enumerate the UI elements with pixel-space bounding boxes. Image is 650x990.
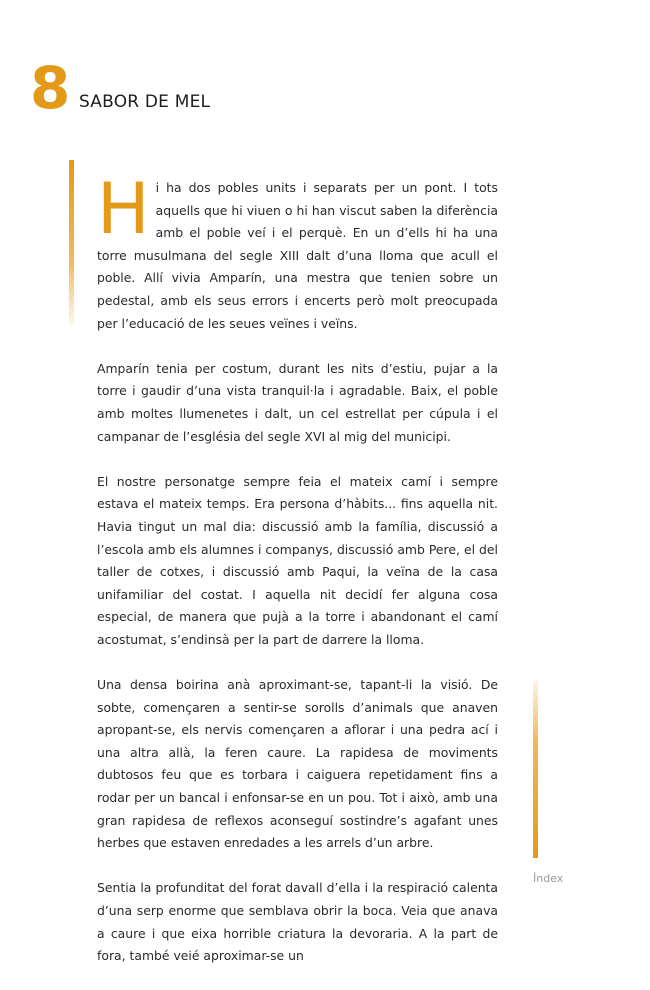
paragraph-5: Sentia la profunditat del forat davall d’ella i la respiració calenta d’una serp enorme que semblava obrir la boca. Veia que anava a caure i que eixa horrible criatura la devoraria. A la part de fora, també veié aproximar-se un <box>97 880 498 964</box>
paragraph-1 <box>97 168 498 335</box>
accent-bar-left <box>69 160 74 325</box>
accent-bar-right <box>533 680 538 858</box>
index-link[interactable]: Índex <box>533 872 564 885</box>
paragraph-4: Una densa boirina anà aproximant-se, tapant-li la visió. De sobte, començaren a sentir-se sorolls d’animals que anaven apropant-se, els nervis començaren a aflorar i una pedra ací i una altra allà, la feren caure. La rapidesa de moviments dubtosos feu que es torbara i caiguera repetidament fins a rodar per un bancal i enfonsar-se en un pou. Tot i això, amb una gran rapidesa de reflexos aconseguí sostindre’s agafant unes herbes que estaven enredades a les arrels d’un arbre. <box>97 677 498 851</box>
paragraph-1-text: i ha dos pobles units i separats per un pont. I tots aquells que hi viuen o hi han viscut saben la diferència amb el poble veí i el perquè. En un d’ells hi ha una torre musulmana del segle XIII dalt d’una lloma que acull el poble. Allí vivia Amparín, una mestra que tenien sobre un pedestal, amb els seus errors i encerts però molt preocupada per l’educació de les seues veïnes i veïns. <box>97 180 498 331</box>
paragraph-2: Amparín tenia per costum, durant les nits d’estiu, pujar a la torre i gaudir d’una vista tranquil·la i agradable. Baix, el poble amb moltes llumenetes i dalt, un cel estrellat per cúpula i el campanar de l’església del segle XVI al mig del municipi. <box>97 360 498 444</box>
story-body <box>97 168 498 990</box>
chapter-number: 8 <box>30 54 71 122</box>
drop-cap: H <box>97 168 150 250</box>
chapter-title: SABOR DE MEL <box>79 92 211 112</box>
paragraph-3: El nostre personatge sempre feia el mateix camí i sempre estava el mateix temps. Era persona d’hàbits... fins aquella nit. Havia tingut un mal dia: discussió amb la família, discussió a l’escola amb els alumnes i companys, discussió amb Pere, el del taller de cotxes, i discussió amb Paqui, la veïna de la casa unifamiliar del costat. I aquella nit decidí fer alguna cosa especial, de manera que pujà a la torre i abandonant el camí acostumat, s’endinsà per la part de darrere la lloma. <box>97 473 498 647</box>
